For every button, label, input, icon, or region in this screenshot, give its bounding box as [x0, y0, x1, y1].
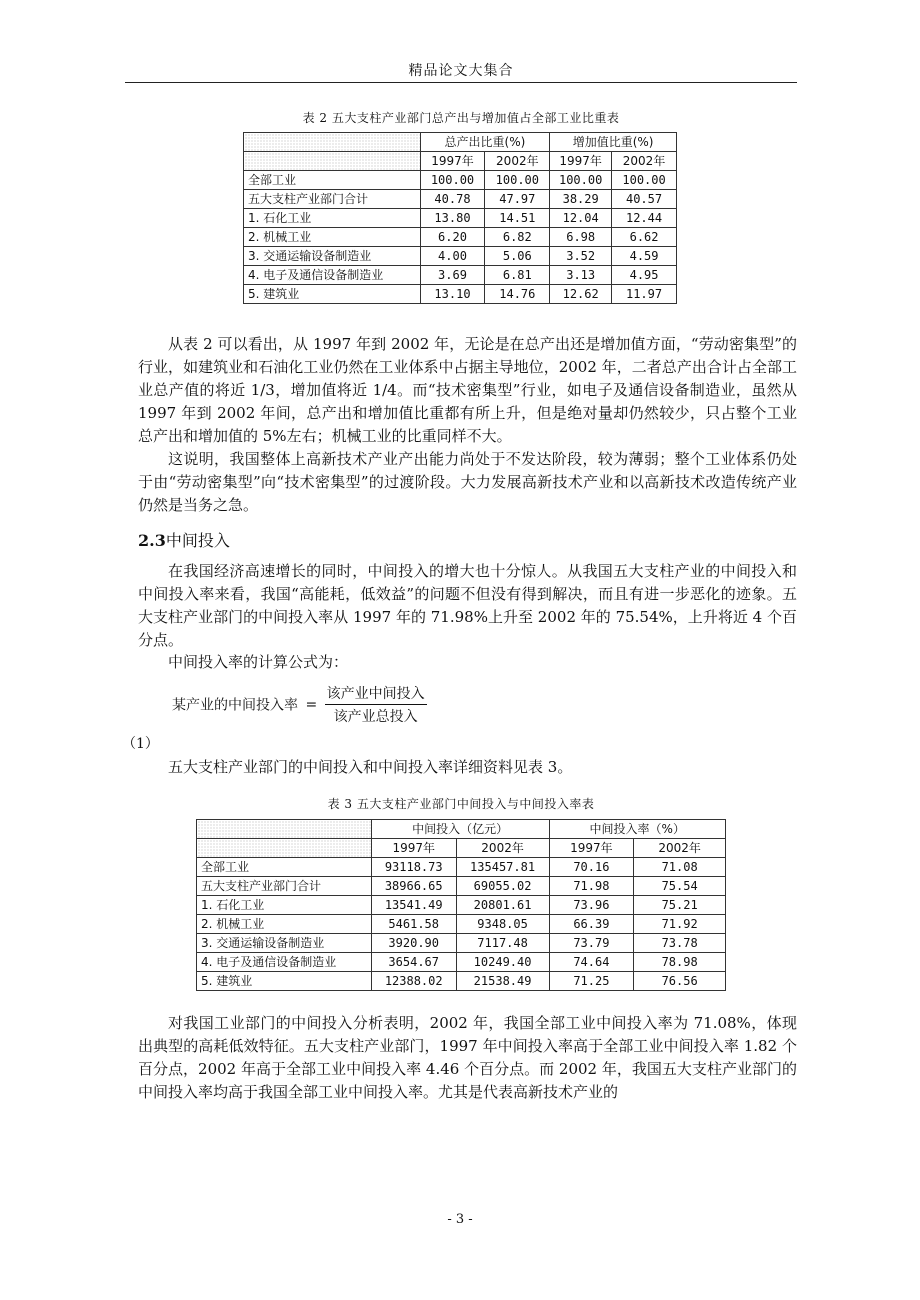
table-row — [197, 858, 726, 877]
table2-cell: 100.00 — [420, 171, 485, 190]
table-row — [197, 896, 726, 915]
table-row — [197, 972, 726, 991]
table-row — [244, 228, 677, 247]
table2-year-header: 2002年 — [612, 152, 677, 171]
table3-cell: 135457.81 — [456, 858, 549, 877]
table3-cell: 73.78 — [634, 934, 726, 953]
table-row — [244, 266, 677, 285]
table2-cell: 100.00 — [612, 171, 677, 190]
table2-cell: 14.76 — [485, 285, 550, 304]
table2-cell: 12.44 — [612, 209, 677, 228]
formula-number: （1） — [122, 736, 159, 752]
table-row — [244, 209, 677, 228]
formula-lhs: 某产业的中间投入率 — [172, 697, 298, 714]
section-heading — [138, 528, 230, 551]
table3-cell: 3654.67 — [371, 953, 456, 972]
table2-cell: 6.81 — [485, 266, 550, 285]
table3-row-label: 1. 石化工业 — [197, 896, 372, 915]
table2-row-label: 4. 电子及通信设备制造业 — [244, 266, 421, 285]
table2-corner — [244, 152, 421, 171]
table3-group-header: 中间投入率（%） — [549, 820, 726, 839]
table3-cell: 78.98 — [634, 953, 726, 972]
table3-row-label: 3. 交通运输设备制造业 — [197, 934, 372, 953]
table2-cell: 12.04 — [550, 209, 612, 228]
table3-cell: 73.96 — [549, 896, 634, 915]
paragraph: 对我国工业部门的中间投入分析表明，2002 年，我国全部工业中间投入率为 71.08%，体现出典型的高耗低效特征。五大支柱产业部门，1997 年中间投入率高于全部工业中间投入率 1.82 个百分点，2002 年高于全部工业中间投入率 4.46 个百分点。而 2002 年，我国五大支柱产业部门的中间投入率均高于我国全部工业中间投入率。尤其是代表高新技术产业的 — [138, 1014, 797, 1101]
table2-row-label: 3. 交通运输设备制造业 — [244, 247, 421, 266]
table3-corner — [197, 839, 372, 858]
table2-caption: 表 2 五大支柱产业部门总产出与增加值占全部工业比重表 — [302, 111, 620, 125]
table3-cell: 21538.49 — [456, 972, 549, 991]
table3-cell: 70.16 — [549, 858, 634, 877]
table2-cell: 3.52 — [550, 247, 612, 266]
table2-cell: 40.57 — [612, 190, 677, 209]
table2-cell: 11.97 — [612, 285, 677, 304]
table3-cell: 20801.61 — [456, 896, 549, 915]
page-number: - 3 - — [447, 1212, 473, 1227]
paragraph: 在我国经济高速增长的同时，中间投入的增大也十分惊人。从我国五大支柱产业的中间投入和中间投入率来看，我国“高能耗，低效益”的问题不但没有得到解决，而且有进一步恶化的迹象。五大支柱产业部门的中间投入率从 1997 年的 71.98%上升至 2002 年的 75.54%，上升将近 4 个百分点。 — [138, 562, 797, 649]
table2-row-label: 5. 建筑业 — [244, 285, 421, 304]
table3-year-header: 1997年 — [549, 839, 634, 858]
table2-cell: 47.97 — [485, 190, 550, 209]
table3-year-header: 2002年 — [456, 839, 549, 858]
table3-cell: 71.08 — [634, 858, 726, 877]
table3-cell: 71.98 — [549, 877, 634, 896]
table3-row-label: 2. 机械工业 — [197, 915, 372, 934]
table-row — [244, 285, 677, 304]
table-row — [197, 915, 726, 934]
table2-year-header: 1997年 — [420, 152, 485, 171]
table3-row-label: 4. 电子及通信设备制造业 — [197, 953, 372, 972]
table2-group-header: 增加值比重(%) — [550, 133, 677, 152]
table3-cell: 38966.65 — [371, 877, 456, 896]
paragraph: 五大支柱产业部门的中间投入和中间投入率详细资料见表 3。 — [168, 758, 573, 776]
table3-cell: 13541.49 — [371, 896, 456, 915]
table2-cell: 5.06 — [485, 247, 550, 266]
table-row — [244, 171, 677, 190]
table2-cell: 100.00 — [550, 171, 612, 190]
table3-cell: 66.39 — [549, 915, 634, 934]
table2-row-label: 五大支柱产业部门合计 — [244, 190, 421, 209]
formula-denominator: 该产业总投入 — [333, 709, 418, 725]
table2-cell: 4.95 — [612, 266, 677, 285]
table2-cell: 6.82 — [485, 228, 550, 247]
table2-row-label: 1. 石化工业 — [244, 209, 421, 228]
table3-cell: 74.64 — [549, 953, 634, 972]
table3-cell: 73.79 — [549, 934, 634, 953]
table2-cell: 12.62 — [550, 285, 612, 304]
table2-row-label: 全部工业 — [244, 171, 421, 190]
table3-cell: 75.54 — [634, 877, 726, 896]
formula — [172, 683, 427, 726]
table3-cell: 7117.48 — [456, 934, 549, 953]
formula-fraction — [325, 683, 427, 726]
table3-cell: 71.92 — [634, 915, 726, 934]
table3-cell: 5461.58 — [371, 915, 456, 934]
table2-cell: 6.20 — [420, 228, 485, 247]
section-number: 2.3 — [138, 531, 166, 550]
paragraph: 从表 2 可以看出，从 1997 年到 2002 年，无论是在总产出还是增加值方面，“劳动密集型”的行业，如建筑业和石油化工业仍然在工业体系中占据主导地位，2002 年，二者总产出合计占全部工业总产值的将近 1/3，增加值将近 1/4。而“技术密集型”行业，如电子及通信设备制造业，虽然从 1997 年到 2002 年间，总产出和增加值比重都有所上升，但是绝对量却仍然较少，只占整个工业总产出和增加值的 5%左右；机械工业的比重同样不大。 — [138, 335, 797, 445]
table3-year-header: 2002年 — [634, 839, 726, 858]
table2-year-header: 2002年 — [485, 152, 550, 171]
table2-cell: 4.00 — [420, 247, 485, 266]
table3-cell: 69055.02 — [456, 877, 549, 896]
table3-cell: 9348.05 — [456, 915, 549, 934]
table3-caption: 表 3 五大支柱产业部门中间投入与中间投入率表 — [327, 797, 595, 811]
table3-row-label: 五大支柱产业部门合计 — [197, 877, 372, 896]
table3-cell: 12388.02 — [371, 972, 456, 991]
table2-cell: 100.00 — [485, 171, 550, 190]
table-row — [244, 190, 677, 209]
table3-row-label: 全部工业 — [197, 858, 372, 877]
table3-year-header: 1997年 — [371, 839, 456, 858]
table-row — [197, 877, 726, 896]
table2-cell: 14.51 — [485, 209, 550, 228]
table2-cell: 6.62 — [612, 228, 677, 247]
table3-row-label: 5. 建筑业 — [197, 972, 372, 991]
formula-equals: = — [305, 696, 318, 713]
page-header: 精品论文大集合 — [408, 63, 514, 79]
section-title: 中间投入 — [165, 531, 230, 550]
table-row — [197, 953, 726, 972]
table2-cell: 13.80 — [420, 209, 485, 228]
table3-cell: 93118.73 — [371, 858, 456, 877]
table2-cell: 40.78 — [420, 190, 485, 209]
table2-cell: 3.69 — [420, 266, 485, 285]
table2-corner — [244, 133, 421, 152]
table2-group-header: 总产出比重(%) — [420, 133, 550, 152]
formula-intro: 中间投入率的计算公式为： — [168, 653, 349, 671]
table-row — [244, 247, 677, 266]
table3-group-header: 中间投入（亿元） — [371, 820, 549, 839]
header-rule — [125, 82, 797, 83]
table2-year-header: 1997年 — [550, 152, 612, 171]
table3-cell: 3920.90 — [371, 934, 456, 953]
paragraph: 这说明，我国整体上高新技术产业产出能力尚处于不发达阶段，较为薄弱；整个工业体系仍处于由“劳动密集型”向“技术密集型”的过渡阶段。大力发展高新技术产业和以高新技术改造传统产业仍然是当务之急。 — [138, 450, 797, 514]
table3-cell: 75.21 — [634, 896, 726, 915]
table2-cell: 4.59 — [612, 247, 677, 266]
table2-cell: 38.29 — [550, 190, 612, 209]
table2 — [243, 132, 677, 304]
table3-cell: 76.56 — [634, 972, 726, 991]
table2-cell: 6.98 — [550, 228, 612, 247]
formula-numerator: 该产业中间投入 — [325, 683, 427, 705]
table3-cell: 71.25 — [549, 972, 634, 991]
table2-cell: 3.13 — [550, 266, 612, 285]
table2-cell: 13.10 — [420, 285, 485, 304]
table3 — [196, 819, 726, 991]
table3-cell: 10249.40 — [456, 953, 549, 972]
table3-corner — [197, 820, 372, 839]
table2-row-label: 2. 机械工业 — [244, 228, 421, 247]
table-row — [197, 934, 726, 953]
